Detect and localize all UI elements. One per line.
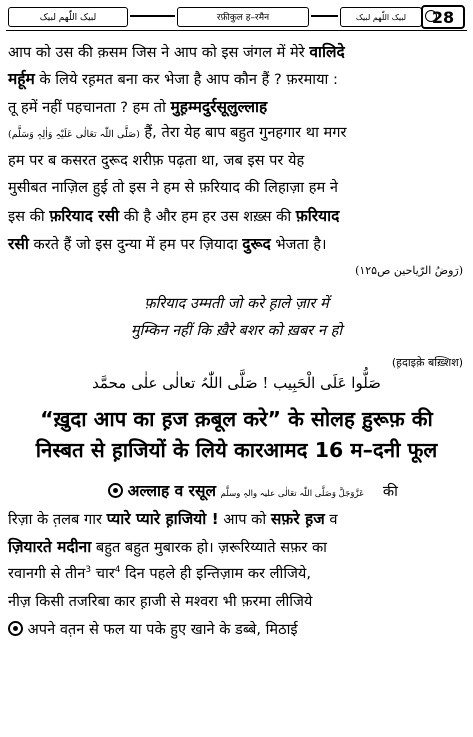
header-ornament	[130, 15, 175, 17]
section-heading: निस्बत से ह़ाजियों के लिये कारआमद 16 म–दनी फूल	[35, 438, 438, 462]
text-line: अपने वत़न से फल या पके हुए खाने के डब्बे, मिठाई	[8, 619, 464, 639]
verse-citation: (ह़दाइक़े बख़्शिश)	[391, 356, 463, 369]
text-line: मुसीबत नाज़िल हुई तो इस ने हम से फ़रियाद की लिहाज़ा हम ने	[8, 179, 338, 196]
text-line: रसी करते हैं जो इस दुन्या में हम पर ज़ियादा दुरूद भेजता है।	[8, 235, 327, 253]
text-line: तू हमें नहीं पहचानता ? हम तो मुह़म्मदुर्रसूलुल्लाह	[8, 98, 268, 116]
text-line: ज़ियारते मदीना बहुत बहुत मुबारक हो। ज़रूरिय्याते सफ़र का	[8, 538, 327, 556]
text-line: मर्हूम के लिये रह़मत बना कर भेजा है आप कौन हैं ? फ़रमाया :	[8, 70, 338, 88]
salutation: صَلُّوا عَلَی الْحَبِیب ! صَلَّی اللّٰہُ تعالٰی علٰی محمَّد	[92, 374, 381, 392]
header-right-label: لبیک اللّٰھم لبیک	[340, 7, 422, 27]
text-line: हम पर ब कसरत दुरूद शरीफ़ पढ़ता था, जब इस पर येह	[8, 152, 305, 169]
text-line: रिज़ा के त़लब गार प्यारे प्यारे ह़ाजियो ! आप को सफ़रे ह़ज व	[8, 510, 338, 528]
page-number: 28	[421, 5, 465, 29]
source-citation: (رَوضُ الرّیاحین ص۱۲۵)	[355, 264, 463, 277]
text-line: रवानगी से तीन$^3$ चार$^4$ दिन पहले ही इन्तिज़ाम कर लीजिये,	[8, 565, 312, 582]
header-ornament	[311, 15, 338, 17]
text-line: (صَلَّی اللّٰہ تعَالٰی عَلَیْہِ وَاٰلِہٖ وَسَلَّم) हैं, तेरा येह बाप बहुत गुनहगार था मगर	[8, 124, 347, 141]
header-title: रफ़ीकुल ह–रमैन	[177, 7, 309, 27]
text-line: आप को उस की क़सम जिस ने आप को इस जंगल में मेरे वालिदे	[8, 43, 345, 61]
flower-icon	[8, 621, 23, 636]
page-header	[6, 4, 467, 31]
verse-line: फ़रियाद उम्मती जो करे ह़ाले ज़ार में	[144, 295, 329, 312]
flower-icon	[108, 483, 123, 498]
text-line: अल्लाह व रसूल عَزَّوَجَلَّ وَصَلَّی اللّٰہ تعَالٰی علیہ والہٖ وسلَّم की	[8, 479, 464, 501]
verse-line: मुम्किन नहीं कि ख़ैरे बशर को ख़बर न हो	[130, 322, 343, 339]
header-left-label: لبیک اللّٰھم لبیک	[8, 7, 128, 27]
text-line: नीज़ किसी तजरिबा कार ह़ाजी से मश्वरा भी फ़रमा लीजिये	[8, 593, 313, 610]
section-heading: “ख़ुदा आप का ह़ज क़बूल करे” के सोलह ह़ुरूफ़ की	[40, 407, 433, 431]
text-line: इस की फ़रियाद रसी की है और हम हर उस शख़्स की फ़रियाद	[8, 207, 340, 225]
